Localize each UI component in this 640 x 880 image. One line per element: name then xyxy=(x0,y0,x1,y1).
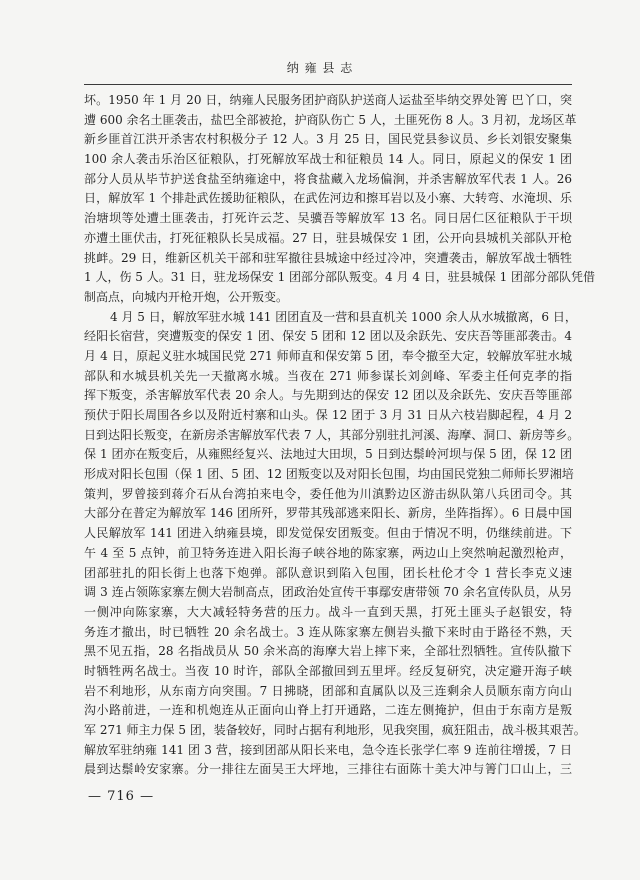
text-line: 一侧冲向陈家寨，大大减轻特务营的压力。战斗一直到天黑，打死土匪头子赵银安，特 xyxy=(84,604,572,619)
text-line: 100 余人袭击乐治区征粮队，打死解放军战士和征粮员 14 人。同日，原起义的保安 1 团 xyxy=(84,152,572,167)
header-rule xyxy=(84,84,572,85)
paragraph-1 xyxy=(84,91,596,308)
text-line: 人民解放军 141 团进入纳雍县境，即发觉保安团叛变。但由于情况不明，仍继续前进。下 xyxy=(84,526,572,541)
text-line: 保 1 团亦在叛变后，从雍熙经复兴、法地过大田坝，5 日到达鬃岭河坝与保 5 团，保 12 团 xyxy=(84,447,572,462)
text-line: 解放军驻纳雍 141 团 3 营，接到团部从阳长来电，急令连长张学仁率 9 连前往增援，7 日 xyxy=(84,742,572,757)
text-line: 军 271 师主力保 5 团，装备较好，同时占据有利地形，见我突围，疯狂阻击，战斗极其艰苦。 xyxy=(84,723,586,737)
text-line: 坏。1950 年 1 月 20 日，纳雍人民服务团护商队护送商人运盐至毕纳交界处箐 巴丫口，突 xyxy=(84,93,572,107)
text-line: 形成对阳长包围（保 1 团、5 团、12 团叛变以及对阳长包围，均由国民党独二师师长罗湘培 xyxy=(84,467,574,482)
text-line: 沟小路前进，一连和机炮连从正面向山脊上打开通路，二连左侧掩护，但由于东南方是叛 xyxy=(84,703,572,718)
text-line: 制高点，向城内开枪开炮，公开叛变。 xyxy=(84,289,289,304)
text-line: 经阳长宿营，突遭叛变的保安 1 团、保安 5 团和 12 团以及余跃先、安庆吾等匪部袭击。4 xyxy=(84,329,572,344)
text-line: 黑不见五指，28 名指战员从 50 余米高的海摩大岩上摔下来，全部壮烈牺牲。宣传队撤下 xyxy=(84,644,572,659)
text-line: 1 人，伤 5 人。31 日，驻龙场保安 1 团部分部队叛变。4 月 4 日，驻县城保 1 团部分部队凭借 xyxy=(84,270,596,285)
text-line: 新乡匪首江洪开杀害农村积极分子 12 人。3 月 25 日，国民党县参议员、乡长刘银安聚集 xyxy=(84,132,572,147)
text-line: 部队和水城县机关先一天撤离水城。当夜在 271 师参谋长刘剑峰、军委主任何克孝的指 xyxy=(84,368,572,383)
text-line: 预伏于阳长周围各乡以及附近村寨和山头。保 12 团于 3 月 31 日从六枝岩脚起程，4 月 2 xyxy=(84,408,572,422)
text-line: 部分人员从毕节护送食盐至纳雍途中，将食盐藏入龙场偏涧，并杀害解放军代表 1 人。26 xyxy=(84,171,572,186)
text-line: 团部驻扎的阳长街上也落下炮弹。部队意识到陷入包围，团长杜伦才令 1 营长李克义速 xyxy=(84,565,572,580)
text-line: 日，解放军 1 个排赴武佐援助征粮队，在武佐河边和擦耳岩以及小寨、大转弯、水淹坝、乐 xyxy=(84,191,572,206)
text-line: 挥下叛变，杀害解放军代表 20 余人。与先期到达的保安 12 团以及余跃先、安庆吾等匪部 xyxy=(84,388,572,403)
text-line: 遭 600 余名土匪袭击，盐巴全部被抢，护商队伤亡 5 人，土匪死伤 8 人。3 月初，龙场区革 xyxy=(84,112,577,127)
text-line: 月 4 日，原起义驻水城国民党 271 师师直和保安第 5 团，奉令撤至大定，较解放军驻水城 xyxy=(84,348,572,363)
page-number: — 716 — xyxy=(88,789,155,804)
text-line: 时牺牲两名战士。当夜 10 时许，部队全部撤回到五里坪。经反复研究，决定避开海子峡 xyxy=(84,663,572,678)
text-line: 晨到达鬃岭安家寨。分一排往左面吴王大坪地，三排往右面陈十美大冲与箐门口山上，三 xyxy=(84,762,572,777)
text-line: 务连才撤出，时已牺牲 20 余名战士。3 连从陈家寨左侧岩头撤下来时由于路径不熟，天 xyxy=(84,624,572,639)
text-line: 日到达阳长叛变，在新房杀害解放军代表 7 人，其部分别驻扎河溪、海摩、洞口、新房等乡。 xyxy=(84,427,580,442)
paragraph-2 xyxy=(84,308,586,781)
text-line: 大部分在普定为解放军 146 团所歼，罗带其残部逃来阳长、新房，坐阵指挥）。6 日晨中国 xyxy=(84,506,572,521)
text-line: 挑衅。29 日，维新区机关干部和驻军撤往县城途中经过冷冲，突遭袭击，解放军战士牺牲 xyxy=(84,250,572,265)
text-line: 4 月 5 日，解放军驻水城 141 团团直及一营和县直机关 1000 余人从水城撤离，6 日， xyxy=(110,309,577,324)
text-line: 调 3 连占领陈家寨左侧大岩制高点，团政治处宣传干事鄢安唐带领 70 余名宣传队员，从另 xyxy=(84,585,572,600)
text-line: 岩不利地形，从东南方向突围。7 日拂晓，团部和直属队以及三连剩余人员顺东南方向山 xyxy=(84,683,572,698)
text-line: 治塘坝等处遭土匪袭击，打死许云芝、吴骥吾等解放军 13 名。同日居仁区征粮队于干坝 xyxy=(84,211,572,226)
running-header: 纳 雍 县 志 xyxy=(286,61,354,75)
text-line: 策判，罗曾接到蒋介石从台湾拍来电令，委任他为川滇黔边区游击纵队第八兵团司令。其 xyxy=(84,486,572,501)
text-line: 亦遭土匪伏击，打死征粮队长吴成福。27 日，驻县城保安 1 团，公开向县城机关部队开枪 xyxy=(84,230,572,245)
body-text xyxy=(84,91,596,780)
text-line: 午 4 至 5 点钟，前卫特务连进入阳长海子峡谷地的陈家寨，两边山上突然响起激烈枪声， xyxy=(84,545,572,560)
